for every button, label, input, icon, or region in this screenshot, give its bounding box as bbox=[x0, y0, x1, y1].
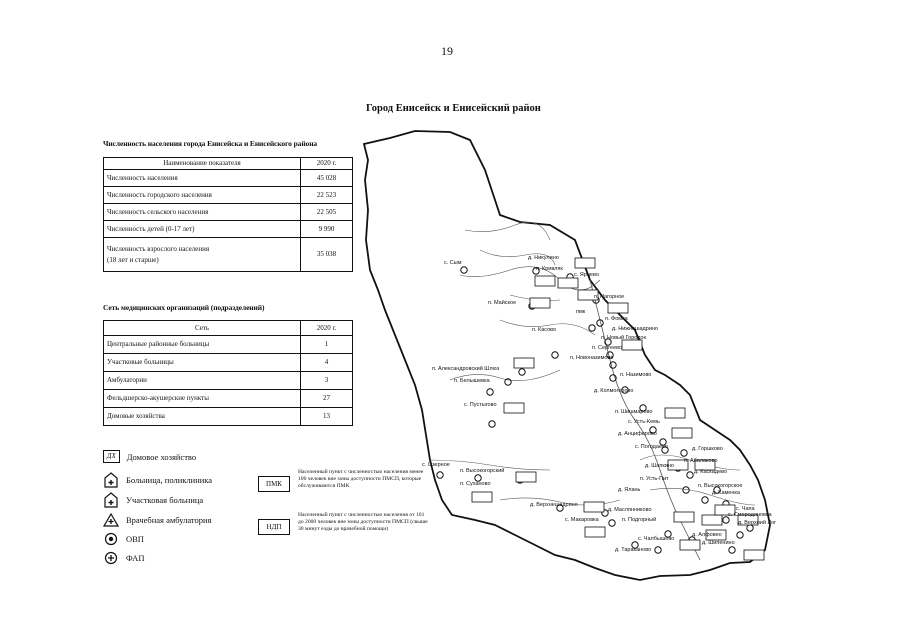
column-header: Сеть bbox=[104, 321, 301, 336]
legend-item bbox=[103, 450, 196, 463]
settlement-marker bbox=[552, 352, 558, 358]
ndp-box bbox=[622, 340, 642, 350]
legend-item bbox=[103, 531, 144, 547]
place-label: с. Ярцево bbox=[574, 272, 599, 278]
place-label: д. Каменка bbox=[712, 490, 740, 496]
row-label: Численность сельского населения bbox=[104, 204, 301, 221]
place-label: с. Усть-Кемь bbox=[628, 419, 660, 425]
row-value: 45 028 bbox=[301, 170, 353, 187]
settlement-marker bbox=[702, 497, 708, 503]
legend-label: Врачебная амбулатория bbox=[126, 515, 212, 525]
row-label bbox=[104, 238, 301, 272]
table-row bbox=[104, 390, 353, 408]
row-label: Домовые хозяйства bbox=[104, 408, 301, 426]
ndp-box bbox=[585, 527, 605, 537]
place-label: п. Новый Городок bbox=[601, 335, 646, 341]
column-header: 2020 г. bbox=[301, 158, 353, 170]
row-value: 1 bbox=[301, 336, 353, 354]
page-number: 19 bbox=[441, 44, 453, 58]
place-label: д. Ялань bbox=[618, 487, 641, 493]
place-label: д. Каскадево bbox=[694, 469, 728, 475]
ndp-box bbox=[575, 258, 595, 268]
row-label: Численность городского населения bbox=[104, 187, 301, 204]
population-table-caption: Численность населения города Енисейска и Енисейского района bbox=[103, 139, 318, 148]
ndp-box bbox=[584, 502, 604, 512]
row-value: 3 bbox=[301, 372, 353, 390]
ambulatory-icon bbox=[103, 512, 119, 528]
table-row bbox=[104, 221, 353, 238]
place-label: с. Макаровка bbox=[565, 517, 599, 523]
place-label: п. Абалаково bbox=[684, 458, 718, 464]
place-label: д. Алфовео bbox=[692, 532, 722, 538]
settlement-marker bbox=[687, 472, 693, 478]
place-label: п. Суханово bbox=[460, 481, 491, 487]
row-value: 35 038 bbox=[301, 238, 353, 272]
row-label: Центральные районные больницы bbox=[104, 336, 301, 354]
place-label: д. Маслянниково bbox=[608, 507, 652, 513]
legend-label: ФАП bbox=[126, 553, 145, 563]
table-header-row bbox=[104, 158, 353, 170]
settlement-marker bbox=[729, 547, 735, 553]
row-label: Фельдшерско-акушерские пункты bbox=[104, 390, 301, 408]
household-box bbox=[608, 303, 628, 313]
settlement-marker bbox=[461, 267, 467, 273]
legend-label: Домовое хозяйство bbox=[126, 451, 197, 462]
ndp-box bbox=[680, 540, 700, 550]
place-label: д. Анциферово bbox=[618, 431, 657, 437]
place-label: п. Александровский Шлюз bbox=[432, 366, 500, 372]
table-row bbox=[104, 336, 353, 354]
place-label: п. Высокогорский bbox=[460, 468, 505, 474]
place-label: д. Тараканово bbox=[615, 547, 652, 553]
place-label: п. Сергеево bbox=[592, 345, 623, 351]
settlement-marker bbox=[681, 450, 687, 456]
column-header: Наименование показателя bbox=[104, 158, 301, 170]
row-label-line: Численность взрослого населения bbox=[107, 244, 210, 253]
row-value: 22 523 bbox=[301, 187, 353, 204]
place-label: п. Майское bbox=[488, 300, 517, 306]
page-title: Город Енисейск и Енисейский район bbox=[366, 103, 541, 114]
household-box bbox=[702, 515, 722, 525]
pmk-legend-box: ПМК bbox=[258, 476, 290, 492]
pmk-legend-text: Населенный пункт с численностью населения менее 100 человек вне зоны доступности ПМСП, которые обслуживаются ПМК bbox=[298, 469, 424, 489]
network-table bbox=[103, 320, 353, 426]
household-box bbox=[672, 428, 692, 438]
settlement-marker bbox=[489, 421, 495, 427]
row-label: Численность населения bbox=[104, 170, 301, 187]
settlement-marker bbox=[655, 547, 661, 553]
row-value: 9 990 bbox=[301, 221, 353, 238]
place-label: с. Чапа bbox=[736, 506, 755, 512]
place-label: п. Кривляк bbox=[536, 266, 563, 272]
district-boundary bbox=[364, 131, 770, 580]
row-label: Участковые больницы bbox=[104, 354, 301, 372]
settlement-marker bbox=[487, 389, 493, 395]
ndp-legend-text: Населенный пункт с численностью населения от 101 до 2000 человек вне зоны доступности ПМСП (свыше 30 минут езды до врачебной помощи) bbox=[298, 512, 428, 532]
table-row bbox=[104, 238, 353, 272]
table-row bbox=[104, 170, 353, 187]
ndp-box bbox=[674, 512, 694, 522]
place-label: д. Верхнешадрино bbox=[530, 502, 578, 508]
place-label: п. Касово bbox=[532, 327, 557, 333]
column-header: 2020 г. bbox=[301, 321, 353, 336]
ovp-icon bbox=[103, 531, 119, 547]
household-box bbox=[744, 550, 764, 560]
table-header-row bbox=[104, 321, 353, 336]
place-label: д. Горшково bbox=[692, 446, 723, 452]
place-label: п. Усть-Пит bbox=[640, 476, 669, 482]
place-label: с. Пустыгово bbox=[464, 402, 497, 408]
settlement-marker bbox=[519, 369, 525, 375]
household-box bbox=[472, 492, 492, 502]
place-label: п. Белышевка bbox=[454, 378, 490, 384]
district-hospital-icon bbox=[103, 492, 119, 508]
place-label: п. Фомка bbox=[605, 316, 628, 322]
settlement-marker bbox=[737, 532, 743, 538]
place-label: д. Колмогорово bbox=[594, 388, 634, 394]
legend-label: ОВП bbox=[126, 534, 144, 544]
household-box bbox=[504, 403, 524, 413]
legend-item bbox=[103, 550, 144, 566]
ndp-box bbox=[558, 278, 578, 288]
table-row bbox=[104, 354, 353, 372]
row-value: 22 505 bbox=[301, 204, 353, 221]
place-label: с. Чалбышево bbox=[638, 536, 675, 542]
river bbox=[465, 222, 550, 240]
legend-label: Участковая больница bbox=[126, 495, 204, 505]
table-row bbox=[104, 372, 353, 390]
legend-item bbox=[103, 472, 212, 488]
household-box-icon: ДХ bbox=[103, 450, 120, 463]
settlement-marker bbox=[589, 325, 595, 331]
map-legend bbox=[103, 450, 253, 570]
ndp-box bbox=[530, 298, 550, 308]
place-label: д. Нижнешадрино bbox=[612, 326, 658, 332]
place-label: п. Новоназимово bbox=[570, 355, 614, 361]
table-row bbox=[104, 187, 353, 204]
settlement-marker bbox=[610, 362, 616, 368]
place-label: с. Озерное bbox=[422, 462, 450, 468]
settlement-marker bbox=[609, 520, 615, 526]
ndp-legend-box: НДП bbox=[258, 519, 290, 535]
row-label-line: (18 лет и старше) bbox=[107, 255, 159, 264]
place-label: с. Погодаево bbox=[635, 444, 668, 450]
place-label: п. Нагорное bbox=[594, 294, 625, 300]
place-label: п. Подгорный bbox=[622, 517, 657, 523]
place-label: с. Сым bbox=[444, 260, 462, 266]
place-label: п. Назимово bbox=[620, 372, 652, 378]
table-row bbox=[104, 408, 353, 426]
row-label: Численность детей (0-17 лет) bbox=[104, 221, 301, 238]
row-value: 27 bbox=[301, 390, 353, 408]
ndp-box bbox=[665, 408, 685, 418]
place-label: д. Верхний Лог bbox=[738, 520, 777, 526]
ndp-box bbox=[514, 358, 534, 368]
place-label: п. Шишмарево bbox=[615, 409, 653, 415]
row-value: 13 bbox=[301, 408, 353, 426]
legend-label: Больница, поликлиника bbox=[126, 475, 213, 485]
table-row bbox=[104, 204, 353, 221]
ndp-box bbox=[516, 472, 536, 482]
network-table-caption: Сеть медицинских организаций (подразделений) bbox=[103, 303, 265, 312]
place-label: д. Никулино bbox=[528, 255, 559, 261]
place-label: д. Шапкино bbox=[645, 463, 674, 469]
settlement-marker bbox=[437, 472, 443, 478]
row-value: 4 bbox=[301, 354, 353, 372]
hospital-icon bbox=[103, 472, 119, 488]
place-label: п. Высокогорское bbox=[698, 483, 743, 489]
place-label: д. Шипенино bbox=[702, 540, 735, 546]
fap-icon bbox=[103, 550, 119, 566]
legend-item bbox=[103, 512, 211, 528]
pmk-box bbox=[535, 276, 555, 286]
row-label: Амбулатории bbox=[104, 372, 301, 390]
river bbox=[460, 267, 600, 290]
legend-item bbox=[103, 492, 203, 508]
population-table bbox=[103, 157, 353, 272]
place-label: с. Смородиновка bbox=[728, 512, 772, 518]
district-map bbox=[360, 130, 780, 590]
place-label: пмк bbox=[576, 309, 586, 315]
